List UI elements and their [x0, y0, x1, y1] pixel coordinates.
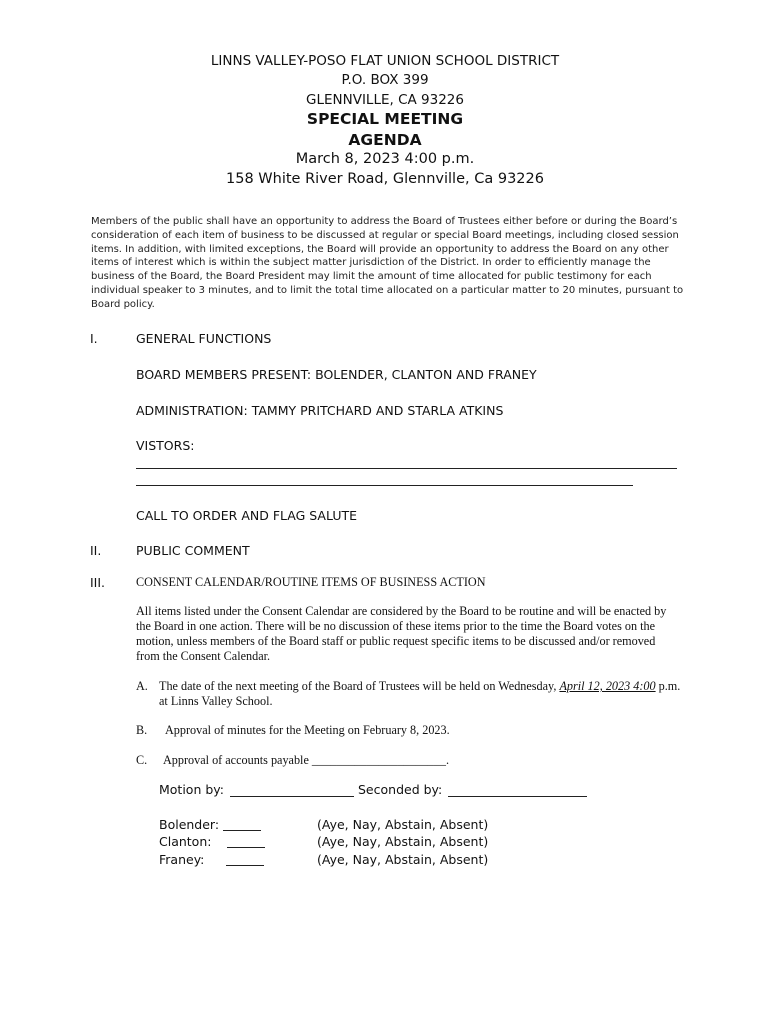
seconded-by-line [448, 796, 587, 797]
section-3-title: CONSENT CALENDAR/ROUTINE ITEMS OF BUSINESS ACTION [136, 575, 486, 589]
meeting-datetime: March 8, 2023 4:00 p.m. [295, 151, 475, 167]
vote-name-franey: Franey: [159, 852, 205, 867]
vote-name-bolender: Bolender: [159, 817, 220, 832]
item-b-label: B. [136, 723, 148, 737]
po-box: P.O. BOX 399 [341, 72, 429, 88]
visitors-label: VISTORS: [136, 438, 195, 453]
vote-options-franey: (Aye, Nay, Abstain, Absent) [317, 852, 489, 867]
item-a-label: A. [136, 679, 148, 693]
administration: ADMINISTRATION: TAMMY PRITCHARD AND STARLA ATKINS [136, 403, 504, 418]
public-comment-notice: Members of the public shall have an opportunity to address the Board of Trustees either before or during the Board’s consideration of each item of business to be discussed at regular or special Board meetings, including closed session items. In addition, with limited exceptions, the Board will provide an opportunity to address the Board on any other items of interest which is within the subject matter jurisdiction of the District. In order to efficiently manage the business of the Board, the Board President may limit the amount of time allocated for public testimony for each individual speaker to 3 minutes, and to limit the total time allocated on a particular matter to 20 minutes, pursuant to Board policy. [91, 216, 684, 310]
section-1-number: I. [90, 331, 98, 346]
meeting-address: 158 White River Road, Glennville, Ca 93226 [226, 171, 544, 187]
vote-line-bolender [223, 830, 261, 831]
item-c-text: Approval of accounts payable ______________________. [163, 753, 450, 767]
section-1-title: GENERAL FUNCTIONS [136, 331, 272, 346]
item-a-text-after: p.m. at Linns Valley School. [159, 679, 681, 708]
city-line: GLENNVILLE, CA 93226 [306, 92, 464, 108]
item-c-label: C. [136, 753, 148, 767]
vote-name-clanton: Clanton: [159, 834, 212, 849]
vote-options-clanton: (Aye, Nay, Abstain, Absent) [317, 834, 489, 849]
vote-line-clanton [227, 847, 265, 848]
section-3-number: III. [90, 575, 106, 590]
vote-line-franey [226, 865, 264, 866]
motion-by-line [230, 796, 354, 797]
document-type: AGENDA [348, 131, 422, 149]
item-a-text [159, 679, 681, 709]
visitors-line-1 [136, 468, 677, 469]
item-a-text-before: The date of the next meeting of the Board of Trustees will be held on Wednesday, [159, 679, 560, 693]
call-to-order: CALL TO ORDER AND FLAG SALUTE [136, 508, 358, 523]
meeting-type: SPECIAL MEETING [306, 110, 464, 128]
motion-by-label: Motion by: [159, 782, 224, 797]
seconded-by-label: Seconded by: [358, 782, 443, 797]
section-2-number: II. [90, 543, 102, 558]
board-members-present: BOARD MEMBERS PRESENT: BOLENDER, CLANTON AND FRANEY [136, 367, 537, 382]
district-name: LINNS VALLEY-POSO FLAT UNION SCHOOL DISTRICT [210, 53, 560, 69]
visitors-line-2 [136, 485, 633, 486]
consent-paragraph: All items listed under the Consent Calendar are considered by the Board to be routine and will be enacted by the Board in one action. There will be no discussion of these items prior to the time the Board votes on the motion, unless members of the Board staff or public request specific items to be discussed and/or removed from the Consent Calendar. [136, 604, 667, 663]
vote-options-bolender: (Aye, Nay, Abstain, Absent) [317, 817, 489, 832]
section-2-title: PUBLIC COMMENT [136, 543, 250, 558]
next-meeting-date: April 12, 2023 4:00 [559, 679, 656, 693]
item-b-text: Approval of minutes for the Meeting on February 8, 2023. [165, 723, 450, 737]
